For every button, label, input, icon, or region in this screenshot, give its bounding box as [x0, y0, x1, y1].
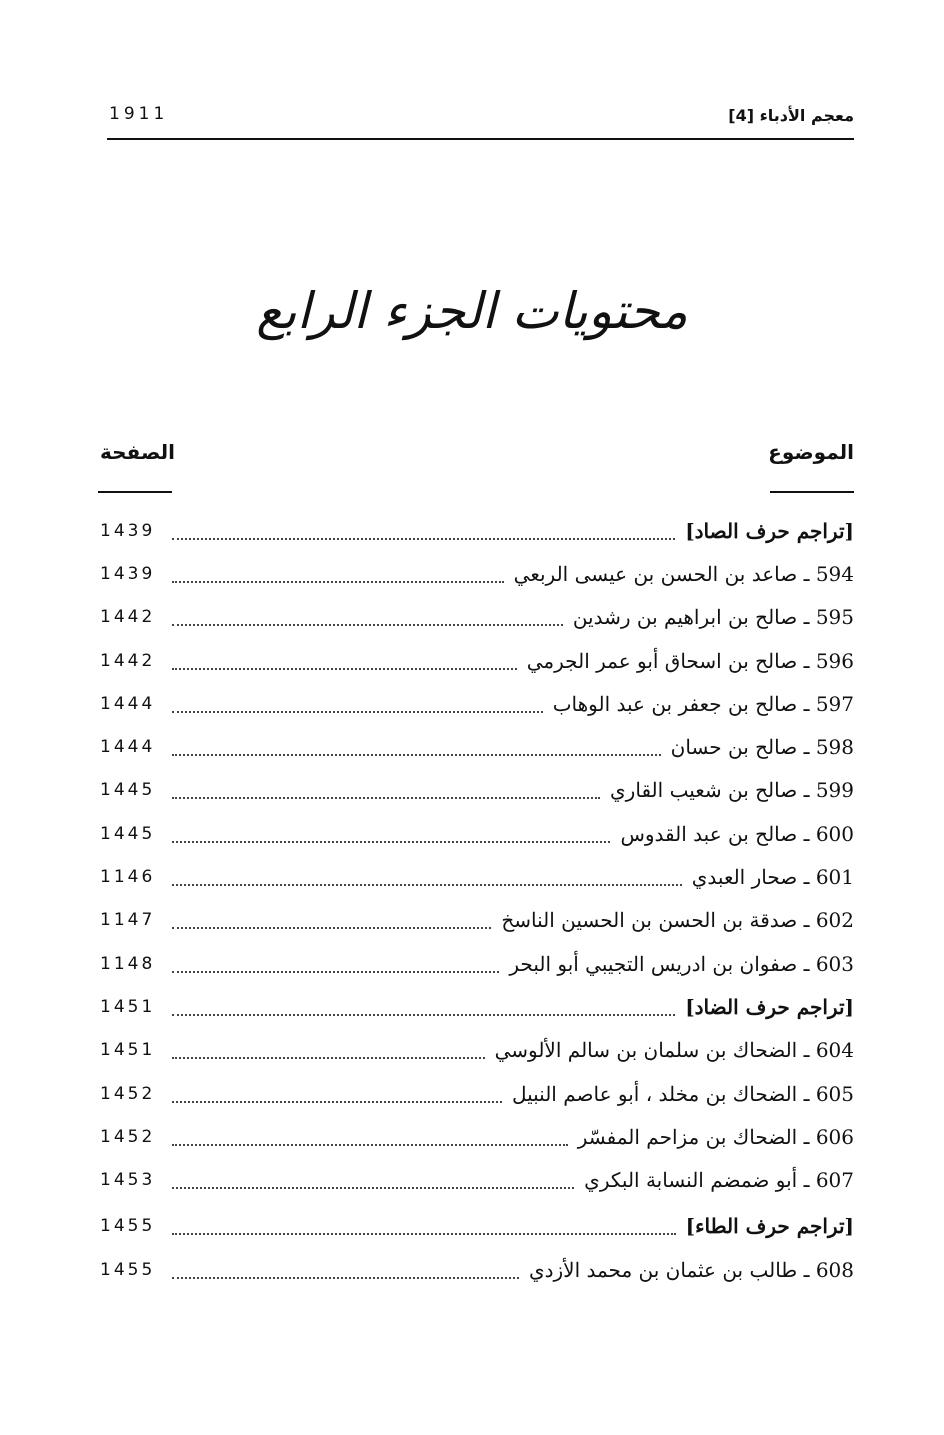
section-heading-text: [تراجم حرف الطاء]	[685, 1214, 854, 1239]
list-item	[100, 942, 854, 985]
dot-leader	[172, 841, 610, 843]
dot-leader	[172, 797, 600, 799]
entry-page-number: 1451	[100, 1040, 156, 1061]
contents-list	[100, 509, 854, 1291]
entry-page-number: 1146	[100, 867, 156, 888]
page-title: محتويات الجزء الرابع	[256, 282, 688, 340]
entry-page-number: 1452	[100, 1126, 156, 1147]
dot-leader	[172, 581, 504, 583]
entry-title: 599 ـ صالح بن شعيب القاري	[610, 778, 854, 803]
entry-page-number: 1439	[100, 563, 156, 584]
page-column-heading: الصفحة	[100, 440, 176, 464]
page-heading-rule	[98, 491, 172, 493]
entry-title: 597 ـ صالح بن جعفر بن عبد الوهاب	[552, 691, 854, 716]
entry-page-number: 1439	[100, 520, 156, 541]
dot-leader	[172, 884, 682, 886]
list-item	[100, 596, 854, 639]
entry-page-number: 1442	[100, 650, 156, 671]
dot-leader	[172, 1277, 519, 1279]
entry-title: 602 ـ صدقة بن الحسن بن الحسين الناسخ	[501, 908, 854, 933]
list-item	[100, 1072, 854, 1115]
list-item	[100, 639, 854, 682]
entry-page-number: 1453	[100, 1170, 156, 1191]
list-item	[100, 769, 854, 812]
dot-leader	[172, 1187, 574, 1189]
list-item	[100, 855, 854, 898]
section-heading-text: [تراجم حرف الضاد]	[685, 994, 854, 1019]
topic-column-heading: الموضوع	[768, 440, 854, 464]
dot-leader	[172, 1014, 675, 1016]
entry-title: 595 ـ صالح بن ابراهيم بن رشدين	[572, 605, 854, 630]
dot-leader	[172, 711, 543, 713]
section-heading-text: [تراجم حرف الصاد]	[685, 518, 854, 543]
page-header	[107, 100, 854, 136]
list-item	[100, 1248, 854, 1291]
dot-leader	[172, 971, 499, 973]
section-heading-row	[100, 509, 854, 552]
dot-leader	[172, 754, 661, 756]
entry-title: 607 ـ أبو ضمضم النسابة البكري	[584, 1168, 854, 1193]
list-item	[100, 682, 854, 725]
list-item	[100, 1029, 854, 1072]
entry-title: 594 ـ صاعد بن الحسن بن عيسى الربعي	[513, 561, 854, 586]
list-item	[100, 552, 854, 595]
entry-page-number: 1445	[100, 780, 156, 801]
entry-page-number: 1445	[100, 823, 156, 844]
entry-page-number: 1442	[100, 607, 156, 628]
entry-page-number: 1455	[100, 1259, 156, 1280]
dot-leader	[172, 927, 491, 929]
entry-page-number: 1452	[100, 1083, 156, 1104]
page-number: 1911	[109, 104, 169, 124]
list-item	[100, 1115, 854, 1158]
list-item	[100, 899, 854, 942]
entry-page-number: 1147	[100, 910, 156, 931]
entry-page-number: 1444	[100, 737, 156, 758]
dot-leader	[172, 1101, 502, 1103]
topic-heading-rule	[770, 491, 854, 493]
dot-leader	[172, 1057, 485, 1059]
entry-page-number: 1444	[100, 693, 156, 714]
dot-leader	[172, 668, 517, 670]
entry-title: 596 ـ صالح بن اسحاق أبو عمر الجرمي	[526, 648, 854, 673]
entry-page-number: 1148	[100, 953, 156, 974]
list-item	[100, 1158, 854, 1201]
entry-page-number: 1451	[100, 996, 156, 1017]
entry-page-number: 1455	[100, 1216, 156, 1237]
dot-leader	[172, 1144, 568, 1146]
dot-leader	[172, 1233, 676, 1235]
entry-title: 604 ـ الضحاك بن سلمان بن سالم الألوسي	[494, 1038, 854, 1063]
entry-title: 608 ـ طالب بن عثمان بن محمد الأزدي	[528, 1257, 854, 1282]
entry-title: 603 ـ صفوان بن ادريس التجيبي أبو البحر	[509, 951, 854, 976]
running-title: معجم الأدباء [4]	[728, 106, 854, 125]
entry-title: 601 ـ صحار العبدي	[691, 865, 854, 890]
dot-leader	[172, 538, 675, 540]
entry-title: 598 ـ صالح بن حسان	[670, 735, 854, 760]
list-item	[100, 812, 854, 855]
section-heading-row	[100, 985, 854, 1028]
dot-leader	[172, 624, 563, 626]
entry-title: 600 ـ صالح بن عبد القدوس	[620, 821, 854, 846]
entry-title: 605 ـ الضحاك بن مخلد ، أبو عاصم النبيل	[511, 1081, 854, 1106]
section-heading-row	[100, 1205, 854, 1248]
header-rule	[107, 138, 854, 140]
entry-title: 606 ـ الضحاك بن مزاحم المفسّر	[577, 1124, 854, 1149]
list-item	[100, 725, 854, 768]
